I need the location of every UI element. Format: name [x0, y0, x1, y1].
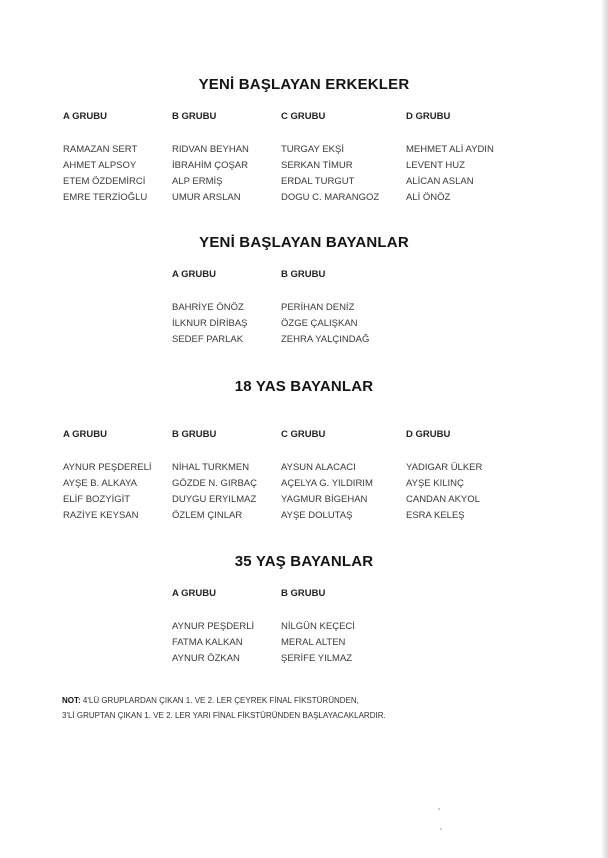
- player-name: NİHAL TURKMEN: [172, 462, 250, 473]
- player-name: AYNUR PEŞDERELİ: [63, 462, 152, 473]
- section-title: 18 YAS BAYANLAR: [234, 378, 374, 395]
- player-name: UMUR ARSLAN: [172, 192, 241, 203]
- group-column: [63, 110, 147, 206]
- player-name: RAMAZAN SERT: [63, 144, 138, 155]
- player-name: ERDAL TURGUT: [281, 176, 355, 187]
- player-name: AÇELYA G. YILDIRIM: [281, 478, 373, 489]
- group-header: B GRUBU: [281, 269, 326, 280]
- player-name: ALİ ÖNÖZ: [406, 192, 451, 203]
- scan-speck: [440, 828, 442, 830]
- note-line-2: 3'Lİ GRUPTAN ÇIKAN 1. VE 2. LER YARI FİNAL FİKSTÜRÜNDEN BAŞLAYACAKLARDIR.: [62, 711, 386, 720]
- player-name: İBRAHİM ÇOŞAR: [172, 160, 249, 171]
- group-header: A GRUBU: [172, 588, 216, 599]
- player-name: AYNUR PEŞDERLİ: [172, 621, 255, 632]
- scan-speck: [438, 808, 440, 810]
- group-header: A GRUBU: [172, 269, 216, 280]
- player-name: SEDEF PARLAK: [172, 334, 244, 345]
- player-name: SERKAN TİMUR: [281, 160, 353, 171]
- note-label: NOT:: [62, 696, 81, 705]
- player-name: ALP ERMİŞ: [172, 176, 223, 187]
- player-name: ÖZGE ÇALIŞKAN: [281, 318, 358, 329]
- note-line-1: 4'LÜ GRUPLARDAN ÇIKAN 1. VE 2. LER ÇEYREK FİNAL FİKSTÜRÜNDEN,: [82, 696, 359, 705]
- group-column: [281, 268, 369, 348]
- player-name: AYSUN ALACACI: [281, 462, 356, 473]
- player-name: ETEM ÖZDEMİRCİ: [63, 176, 146, 187]
- group-column: [172, 268, 248, 348]
- player-name: CANDAN AKYOL: [406, 494, 480, 505]
- group-column: [172, 110, 249, 206]
- player-name: İLKNUR DİRİBAŞ: [172, 318, 248, 329]
- group-column: [172, 587, 254, 667]
- group-header: B GRUBU: [172, 111, 217, 122]
- player-name: TURGAY EKŞİ: [281, 144, 344, 155]
- player-name: ZEHRA YALÇINDAĞ: [281, 334, 370, 345]
- player-name: LEVENT HUZ: [406, 160, 465, 171]
- group-column: [172, 428, 257, 524]
- player-name: PERİHAN DENİZ: [281, 302, 355, 313]
- player-name: DOGU C. MARANGOZ: [281, 192, 380, 203]
- group-column: [406, 110, 494, 206]
- player-name: ŞERİFE YILMAZ: [281, 653, 353, 664]
- player-name: AYŞE B. ALKAYA: [63, 478, 137, 489]
- group-column: [406, 428, 482, 524]
- group-header: C GRUBU: [281, 429, 326, 440]
- player-name: YAGMUR BİGEHAN: [281, 494, 368, 505]
- group-column: [281, 587, 355, 667]
- group-header: B GRUBU: [172, 429, 217, 440]
- player-name: AYNUR ÖZKAN: [172, 653, 240, 664]
- footnote: [62, 693, 582, 723]
- player-name: AYŞE DOLUTAŞ: [281, 510, 353, 521]
- group-header: B GRUBU: [281, 588, 326, 599]
- player-name: DUYGU ERYILMAZ: [172, 494, 257, 505]
- section-title: 35 YAŞ BAYANLAR: [234, 553, 374, 570]
- group-header: A GRUBU: [63, 429, 107, 440]
- player-name: ELİF BOZYİGİT: [63, 494, 131, 505]
- group-header: D GRUBU: [406, 429, 451, 440]
- player-name: RAZİYE KEYSAN: [63, 510, 139, 521]
- player-name: MERAL ALTEN: [281, 637, 346, 648]
- player-name: ÖZLEM ÇINLAR: [172, 510, 243, 521]
- player-name: FATMA KALKAN: [172, 637, 243, 648]
- group-header: A GRUBU: [63, 111, 107, 122]
- section-title: YENİ BAŞLAYAN ERKEKLER: [198, 76, 410, 93]
- player-name: EMRE TERZİOĞLU: [63, 192, 148, 203]
- player-name: NİLGÜN KEÇECİ: [281, 621, 355, 632]
- player-name: ESRA KELEŞ: [406, 510, 465, 521]
- player-name: GÖZDE N. GIRBAÇ: [172, 478, 257, 489]
- group-column: [281, 428, 373, 524]
- player-name: RIDVAN BEYHAN: [172, 144, 249, 155]
- group-header: D GRUBU: [406, 111, 451, 122]
- player-name: AHMET ALPSOY: [63, 160, 137, 171]
- group-column: [281, 110, 379, 206]
- player-name: YADIGAR ÜLKER: [406, 462, 483, 473]
- player-name: BAHRİYE ÖNÖZ: [172, 302, 244, 313]
- player-name: AYŞE KILINÇ: [406, 478, 464, 489]
- section-title: YENİ BAŞLAYAN BAYANLAR: [199, 234, 409, 251]
- group-header: C GRUBU: [281, 111, 326, 122]
- group-column: [63, 428, 152, 524]
- player-name: MEHMET ALİ AYDIN: [406, 144, 494, 155]
- page-edge: [602, 0, 608, 858]
- player-name: ALİCAN ASLAN: [406, 176, 474, 187]
